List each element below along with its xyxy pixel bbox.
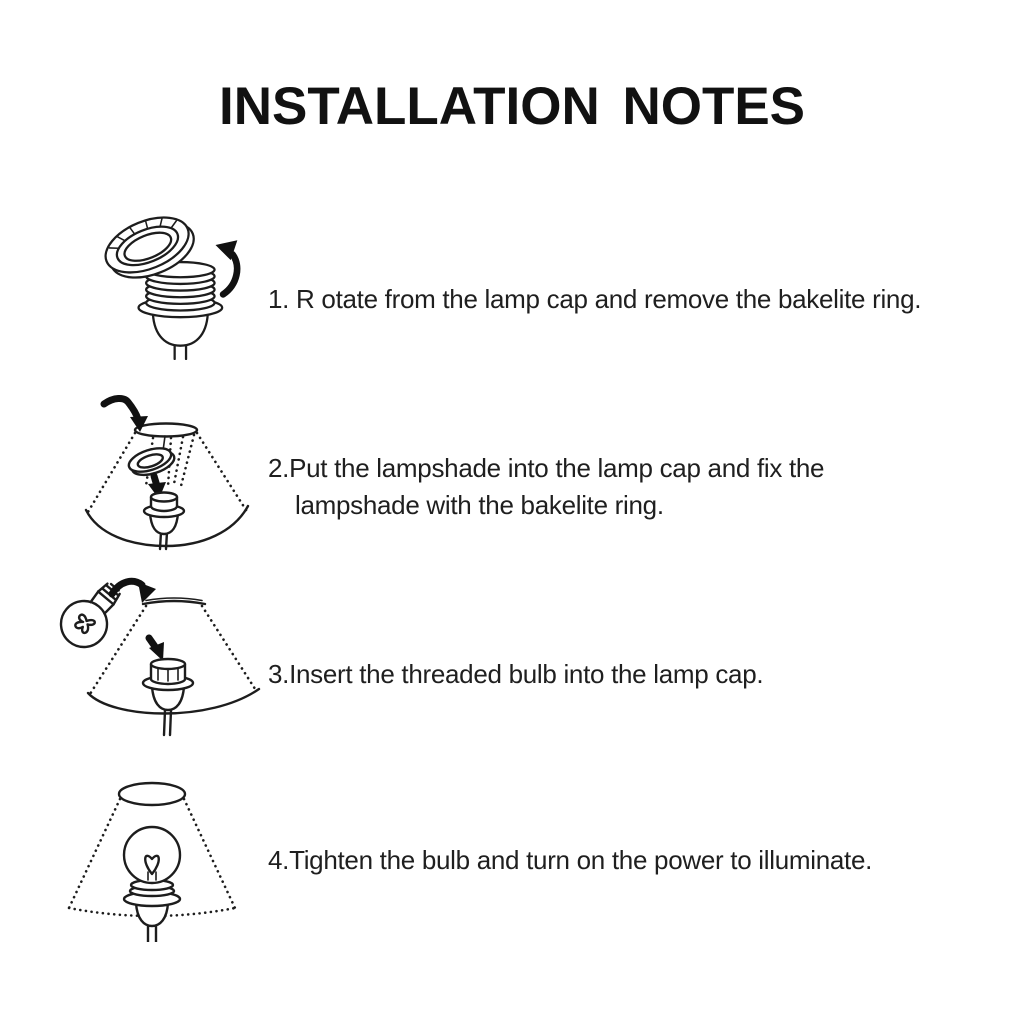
step-2-line-2: lampshade with the bakelite ring. [295, 490, 664, 520]
light-bulb [124, 827, 180, 883]
step-4-text [268, 842, 872, 879]
rotate-arrow-icon [216, 240, 238, 294]
step-2-line-1: 2.Put the lampshade into the lamp cap and fix the [268, 453, 825, 483]
lamp-cap [143, 659, 193, 735]
step-2-illustration [70, 394, 266, 560]
step-3-line: 3.Insert the threaded bulb into the lamp cap. [268, 659, 764, 689]
step-4-line: 4.Tighten the bulb and turn on the power to illuminate. [268, 845, 873, 875]
power-cord-arrow-icon [104, 398, 148, 432]
lamp-cap [144, 493, 184, 550]
down-arrow-icon [149, 638, 164, 661]
lampshade-onto-lamp-cap-illustration [70, 394, 266, 560]
step-2-text [268, 450, 824, 524]
step-4-illustration [48, 762, 254, 942]
step-1-line: 1. R otate from the lamp cap and remove the bakelite ring. [268, 284, 922, 314]
step-1-illustration [92, 205, 244, 360]
finished-lamp-illuminate-illustration [48, 762, 254, 942]
bulb-into-lamp-cap-illustration [50, 572, 266, 740]
lamp-cap [124, 880, 180, 942]
step-3-illustration [50, 572, 266, 740]
step-1-text [268, 281, 921, 318]
step-3-text [268, 656, 763, 693]
lamp-cap-and-bakelite-ring-rotate-illustration [92, 205, 244, 360]
page-title: INSTALLATION NOTES [218, 77, 806, 136]
